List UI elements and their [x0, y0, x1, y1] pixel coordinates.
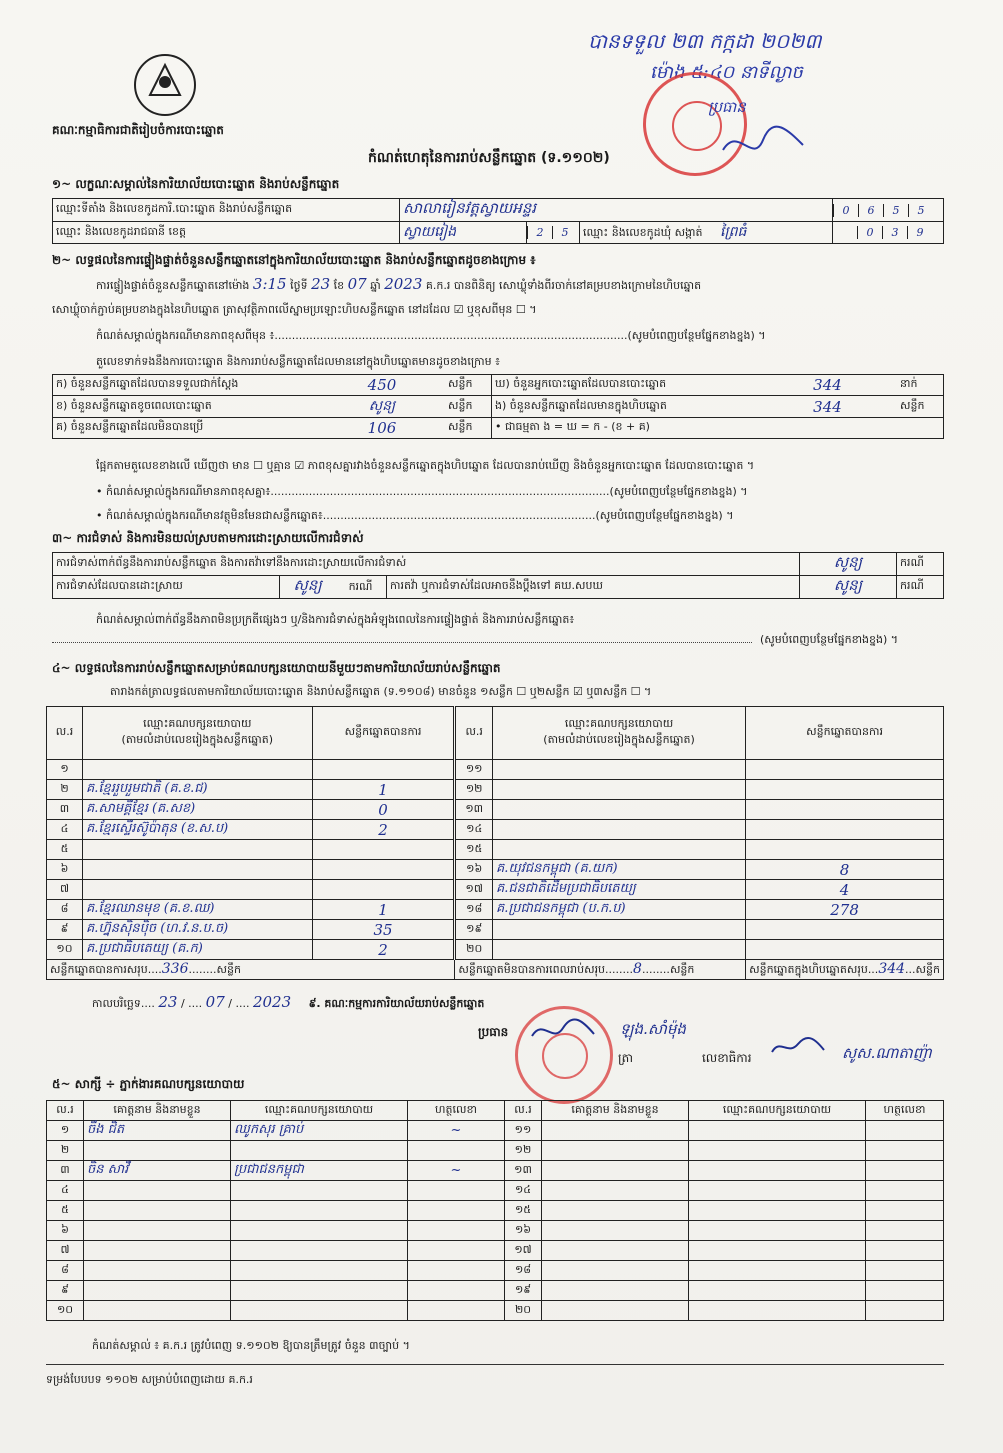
witness-name: [84, 1201, 231, 1221]
table-row: [47, 1221, 944, 1241]
received-sign: ប្រធាន: [708, 98, 746, 116]
s2-row-value: សូន្យ: [319, 396, 445, 418]
row-number: ៥: [47, 1201, 84, 1221]
total-invalid-value: 8: [633, 960, 642, 977]
witness-party: [689, 1141, 866, 1161]
row-number: ២: [47, 1141, 84, 1161]
witness-name: [84, 1241, 231, 1261]
witness-party: [689, 1201, 866, 1221]
col-header-party-text: ឈ្មោះគណបក្សនយោបាយ: [564, 717, 674, 730]
col-header-party: ឈ្មោះគណបក្សនយោបាយ: [689, 1101, 866, 1121]
witness-signature: [866, 1261, 944, 1281]
table-row: [47, 880, 944, 900]
table-row: [47, 1301, 944, 1321]
row-number: ១៩: [505, 1281, 542, 1301]
witness-name: [542, 1221, 689, 1241]
party-name: គ.សាមគ្គីខ្មែរ (គ.សខ): [82, 800, 312, 820]
row-number: ៤: [47, 820, 83, 840]
party-name: [492, 920, 745, 940]
received-note-line1: បានទទួល ២៣ កក្កដា ២០២៣: [588, 29, 822, 53]
table-row: [47, 1161, 944, 1181]
s2-line1: [96, 276, 701, 294]
s2-line1-text-b: ថ្ងៃទី: [290, 279, 308, 292]
witness-signature: [866, 1221, 944, 1241]
s4-total-box: សន្លឹកឆ្នោតក្នុងហិបឆ្នោតសរុប...344...សន្លឹក: [746, 960, 944, 980]
row-number: ៩: [47, 1281, 84, 1301]
party-name: [492, 940, 745, 960]
witness-party: [689, 1261, 866, 1281]
s3-r2-value: [280, 576, 387, 599]
row-number: ១៥: [505, 1201, 542, 1221]
s2-line6: • កំណត់សម្គាល់ក្នុងករណីមានភាពខុសគ្នា៖.................................................................................................(សូមបំពេញបន្ថែមផ្នែកខាងខ្នង) ។: [96, 485, 748, 498]
party-name: គ.ហ្វ៊ុនស៊ិនប៉ិច (ហ.វ.ន.ប.ច): [82, 920, 312, 940]
table-row: [47, 1241, 944, 1261]
date-day: 23: [158, 993, 178, 1011]
witness-signature: [866, 1281, 944, 1301]
witness-name: ចិន សាវី: [84, 1161, 231, 1181]
row-number: ១០: [47, 940, 83, 960]
total-valid-value: 336: [161, 960, 189, 977]
s2-month: 07: [347, 275, 367, 293]
seal-mark: ត្រា: [618, 1051, 633, 1065]
row-number: ២០: [505, 1301, 542, 1321]
table-row: [47, 1121, 944, 1141]
s2-line5: ផ្អែកតាមតួលេខខាងលើ ឃើញថា មាន ☐ ឬគ្មាន ☑ ភាពខុសគ្នារវាងចំនួនសន្លឹកឆ្នោតក្នុងហិបឆ្នោត ដែលបានរាប់ឃើញ និងចំនួនអ្នកបោះឆ្នោត ដែលបានបោះឆ្នោត ។: [96, 459, 755, 472]
party-name: គ.ខ្មែរស្ទើរស៊ូប៉ាតុន (ខ.ស.ប): [82, 820, 312, 840]
row-number: ១៦: [505, 1221, 542, 1241]
row-number: ៤: [47, 1181, 84, 1201]
col-header-signature: ហត្ថលេខា: [866, 1101, 944, 1121]
row-number: ១៦: [455, 860, 493, 880]
witness-signature: [408, 1281, 505, 1301]
col-header-votes: សន្លឹកឆ្នោតបានការ: [746, 707, 944, 760]
party-name: [492, 820, 745, 840]
vote-count: 2: [312, 820, 455, 840]
s3-r2-unit: ករណី: [348, 580, 373, 593]
table-row: [47, 1201, 944, 1221]
witness-name: [542, 1241, 689, 1261]
vote-count: [312, 880, 455, 900]
commune-value: ព្រៃធំ: [720, 224, 747, 240]
witness-name: [542, 1121, 689, 1141]
s2-row-unit: សន្លឹក: [445, 396, 492, 418]
table-row: [47, 1141, 944, 1161]
witness-name: [84, 1301, 231, 1321]
row-number: ១៤: [505, 1181, 542, 1201]
witness-signature: ~: [408, 1161, 505, 1181]
s2-line1-text-c: ខែ: [333, 279, 345, 292]
table-row: [47, 1181, 944, 1201]
s2-formula: • ជាធម្មតា ង = ឃ = ក - (ខ + គ): [492, 418, 944, 439]
witness-signature: [866, 1141, 944, 1161]
col-header-no: ល.រ: [47, 707, 83, 760]
row-number: ១១: [455, 760, 493, 780]
s3-r2-label: ការជំទាស់ដែលបានដោះស្រាយ: [53, 576, 280, 599]
vote-count: 35: [312, 920, 455, 940]
table-row: [47, 1261, 944, 1281]
witness-name: [84, 1281, 231, 1301]
table-row: [47, 860, 944, 880]
s1-row1-code: [833, 199, 944, 222]
row-number: ២: [47, 780, 83, 800]
form-title: កំណត់ហេតុនៃការរាប់សន្លឹកឆ្នោត (ទ.១១០២): [368, 150, 610, 166]
s3-r2-value2: សូន្យ: [800, 576, 897, 599]
total-unit: សន្លឹក: [669, 962, 695, 976]
witness-signature: [866, 1241, 944, 1261]
vote-count: [746, 800, 944, 820]
vote-count: [312, 760, 455, 780]
witness-name: [542, 1181, 689, 1201]
row-number: ៨: [47, 900, 83, 920]
received-note-line2: ម៉ោង ៥:៤០ នាទីល្ងាច: [650, 62, 803, 83]
secretary-name: សូស.ណាតាញ៉ា: [842, 1044, 932, 1062]
row-number: ១: [47, 760, 83, 780]
total-valid-label: សន្លឹកឆ្នោតបានការសរុប: [50, 962, 148, 976]
date-year: 2023: [252, 993, 292, 1011]
witness-name: ចឹង ជិត: [84, 1121, 231, 1141]
s3-note2: (សូមបំពេញបន្ថែមផ្នែកខាងខ្នង) ។: [760, 633, 899, 646]
row-number: ៦: [47, 860, 83, 880]
s1-row2-code2: [833, 222, 944, 244]
witness-party: [689, 1161, 866, 1181]
total-box-value: 344: [878, 960, 906, 977]
party-name: [492, 780, 745, 800]
witness-party: ប្រជាជនកម្ពុជា: [231, 1161, 408, 1181]
party-name: [492, 760, 745, 780]
code-digit: 9: [907, 226, 932, 239]
s4-total-invalid: សន្លឹកឆ្នោតមិនបានការពេលរាប់សរុប........8........សន្លឹក: [455, 960, 746, 980]
code-digit: 5: [908, 204, 933, 217]
s4-results-table: [46, 706, 944, 980]
vote-count: [746, 820, 944, 840]
witness-signature: [408, 1241, 505, 1261]
s2-row-unit: សន្លឹក: [445, 375, 492, 396]
vote-count: 1: [312, 780, 455, 800]
vote-count: 0: [312, 800, 455, 820]
s2-day: 23: [311, 275, 331, 293]
chair-label: ប្រធាន: [478, 1025, 509, 1039]
party-name: គ.ប្រជាជនកម្ពុជា (ប.ក.ប): [492, 900, 745, 920]
secretary-signature: [768, 1034, 828, 1060]
witness-party: [231, 1141, 408, 1161]
col-header-no: ល.រ: [505, 1101, 542, 1121]
section4-heading: ៤~ លទ្ធផលនៃការរាប់សន្លឹកឆ្នោតសម្រាប់គណបក្សនយោបាយនីមួយៗតាមការិយាល័យរាប់សន្លឹកឆ្នោត: [52, 661, 501, 675]
s2-row-value: 450: [319, 375, 445, 396]
section5-heading: ៥~ សាក្សី ÷ ភ្នាក់ងារគណបក្សនយោបាយ: [52, 1077, 245, 1091]
table-row: [47, 780, 944, 800]
secretary-label: លេខាធិការ: [702, 1051, 752, 1065]
date-month: 07: [205, 993, 225, 1011]
row-number: ១៧: [505, 1241, 542, 1261]
witness-party: [689, 1281, 866, 1301]
row-number: ៨: [47, 1261, 84, 1281]
s1-row2-value: ស្វាយរៀង: [400, 222, 527, 244]
s1-row2-label: ឈ្មោះ និងលេខកូដរាជធានី ខេត្ត: [53, 222, 400, 244]
witness-name: [542, 1161, 689, 1181]
s2-time: 3:15: [252, 275, 287, 293]
s3-note: កំណត់សម្គាល់ពាក់ព័ន្ធនឹងភាពមិនប្រក្រតីផ្សេងៗ ឬ/និងការជំទាស់ក្នុងអំឡុងពេលនៃការផ្ទៀងផ្ទាត់ និងការរាប់សន្លឹកឆ្នោត៖: [96, 613, 575, 626]
s2-row-label: ឃ) ចំនួនអ្នកបោះឆ្នោតដែលបានបោះឆ្នោត: [492, 375, 759, 396]
witness-signature: [408, 1261, 505, 1281]
signature-top: [718, 120, 808, 170]
s3-r1-label: ការជំទាស់ពាក់ព័ន្ធនឹងការរាប់សន្លឹកឆ្នោត និងការតវ៉ាទៅនឹងការដោះស្រាយលើការជំទាស់: [53, 553, 800, 576]
row-number: ៣: [47, 800, 83, 820]
table-row: [47, 760, 944, 780]
s2-figures-row: [53, 418, 944, 439]
witness-signature: ~: [408, 1121, 505, 1141]
s5-witness-table: [46, 1100, 944, 1321]
row-number: ៣: [47, 1161, 84, 1181]
witness-party: [689, 1121, 866, 1141]
vote-count: [746, 840, 944, 860]
row-number: ១៧: [455, 880, 493, 900]
witness-signature: [408, 1181, 505, 1201]
col-header-name: គោត្តនាម និងនាមខ្លួន: [84, 1101, 231, 1121]
s2-figures-row: [53, 396, 944, 418]
witness-signature: [408, 1141, 505, 1161]
s3-r1-unit: ករណី: [897, 553, 944, 576]
witness-party: [231, 1221, 408, 1241]
witness-party: [231, 1241, 408, 1261]
table-row: [47, 840, 944, 860]
witness-signature: [408, 1221, 505, 1241]
form-footer: ទម្រង់បែបបទ ១១០២ សម្រាប់បំពេញដោយ គ.ក.រ: [46, 1373, 253, 1386]
s2-line1-text-e: គ.ក.រ បានពិនិត្យ សោឃ្លុំទាំងពីរចាក់នៅគម្របខាងក្រោមនៃហិបឆ្នោត: [425, 279, 702, 292]
witness-signature: [866, 1121, 944, 1141]
col-header-signature: ហត្ថលេខា: [408, 1101, 505, 1121]
row-number: ១១: [505, 1121, 542, 1141]
party-name: គ.ជនជាតិដើមប្រជាធិបតេយ្យ: [492, 880, 745, 900]
s4-total-valid: សន្លឹកឆ្នោតបានការសរុប....336........សន្លឹក: [47, 960, 455, 980]
row-number: ១៩: [455, 920, 493, 940]
row-number: ១០: [47, 1301, 84, 1321]
witness-signature: [866, 1181, 944, 1201]
witness-name: [84, 1141, 231, 1161]
vote-count: 4: [746, 880, 944, 900]
s2-figures-row: [53, 375, 944, 396]
s2-line1-text-d: ឆ្នាំ: [370, 279, 381, 292]
s2-row-unit: សន្លឹក: [897, 396, 944, 418]
s3-r2-unit2: ករណី: [897, 576, 944, 599]
s1-row2-code: [527, 222, 580, 244]
witness-party: [689, 1301, 866, 1321]
col-header-party-sub: (តាមលំដាប់លេខរៀងក្នុងសន្លឹកឆ្នោត): [121, 733, 274, 746]
section2-heading: ២~ លទ្ធផលនៃការផ្ទៀងផ្ទាត់ចំនួនសន្លឹកឆ្នោតនៅក្នុងការិយាល័យបោះឆ្នោត និងរាប់សន្លឹកឆ្នោតដូចខាងក្រោម ៖: [52, 253, 536, 267]
table-row: [47, 920, 944, 940]
vote-count: 1: [312, 900, 455, 920]
s5-rows: [47, 1121, 944, 1321]
code-digit: 5: [552, 226, 577, 239]
table-row: [47, 940, 944, 960]
s3-table: [52, 552, 944, 599]
witness-name: [542, 1141, 689, 1161]
witness-name: [542, 1261, 689, 1281]
row-number: ១: [47, 1121, 84, 1141]
code-digit: 6: [858, 204, 883, 217]
code-digit: 2: [527, 226, 552, 239]
witness-party: [231, 1201, 408, 1221]
total-unit: សន្លឹក: [216, 962, 241, 976]
row-number: ១២: [505, 1141, 542, 1161]
vote-count: 278: [746, 900, 944, 920]
witness-party: [231, 1301, 408, 1321]
chair-signature: [528, 1016, 598, 1046]
s2-row-value: 106: [319, 418, 445, 439]
witness-signature: [408, 1301, 505, 1321]
party-name: គ.យុវជនកម្ពុជា (គ.យក): [492, 860, 745, 880]
committee-label: ៩. គណៈកម្មការការិយាល័យរាប់សន្លឹកឆ្នោត: [308, 997, 485, 1010]
party-name: [82, 840, 312, 860]
s2-row-unit: សន្លឹក: [445, 418, 492, 439]
row-number: ១៥: [455, 840, 493, 860]
row-number: ៥: [47, 840, 83, 860]
witness-party: [689, 1181, 866, 1201]
org-name: គណៈកម្មាធិការជាតិរៀបចំការបោះឆ្នោត: [52, 123, 224, 137]
total-unit: សន្លឹក: [915, 962, 940, 976]
witness-name: [542, 1201, 689, 1221]
row-number: ៦: [47, 1221, 84, 1241]
s3-note-line: [52, 642, 752, 643]
code-digit: 3: [882, 226, 907, 239]
col-header-party-sub: (តាមលំដាប់លេខរៀងក្នុងសន្លឹកឆ្នោត): [543, 733, 695, 746]
s1-row2-label2: [580, 222, 833, 244]
s2-line7: • កំណត់សម្គាល់ក្នុងករណីមានវត្ថុមិនមែនជាសន្លឹកឆ្នោត៖..............................................................................(សូមបំពេញបន្ថែមផ្នែកខាងខ្នង) ។: [96, 509, 734, 522]
row-number: ១៣: [455, 800, 493, 820]
section1-table: [52, 198, 944, 244]
s2-line3: កំណត់សម្គាល់ក្នុងករណីមានភាពខុសពីមុន ៖.....................................................................................................(សូមបំពេញបន្ថែមផ្នែកខាងខ្នង) ។: [96, 329, 766, 342]
total-invalid-label: សន្លឹកឆ្នោតមិនបានការពេលរាប់សរុប: [458, 962, 606, 976]
s4-date: កាលបរិច្ឆេទ.... 23 / .... 07 / .... 2023 ៩. គណៈកម្មការការិយាល័យរាប់សន្លឹកឆ្នោត: [92, 993, 485, 1011]
row-number: ២០: [455, 940, 493, 960]
s2-row-label: គ) ចំនួនសន្លឹកឆ្នោតដែលមិនបានប្រើ: [53, 418, 320, 439]
witness-signature: [408, 1201, 505, 1221]
s2-row-label: ង) ចំនួនសន្លឹកឆ្នោតដែលមានក្នុងហិបឆ្នោត: [492, 396, 759, 418]
row-number: ១៨: [455, 900, 493, 920]
row-number: ១៤: [455, 820, 493, 840]
col-header-no: ល.រ: [47, 1101, 84, 1121]
witness-party: [231, 1281, 408, 1301]
party-name: [492, 840, 745, 860]
s2-line4: តួលេខទាក់ទងនឹងការបោះឆ្នោត និងការរាប់សន្លឹកឆ្នោតដែលមាននៅក្នុងហិបឆ្នោតមានដូចខាងក្រោម ៖: [96, 355, 500, 368]
party-name: គ.ខ្មែររួបរួមជាតិ (គ.ខ.ជ): [82, 780, 312, 800]
party-name: គ.ខ្មែរឈានមុខ (គ.ខ.ឈ): [82, 900, 312, 920]
row-number: ៧: [47, 1241, 84, 1261]
row-number: ៩: [47, 920, 83, 940]
witness-signature: [866, 1201, 944, 1221]
col-header-party: [492, 707, 745, 760]
s2-figures-table: [52, 374, 944, 439]
col-header-party: [82, 707, 312, 760]
s5-footnote: កំណត់សម្គាល់ ៖ គ.ក.រ ត្រូវបំពេញ ទ.១១០២ ឱ្យបានត្រឹមត្រូវ ចំនួន ៣ច្បាប់ ។: [92, 1339, 410, 1352]
s1-row1-label: ឈ្មោះទីតាំង និងលេខកូដការិ.បោះឆ្នោត និងរាប់សន្លឹកឆ្នោត: [53, 199, 400, 222]
row-number: ១៣: [505, 1161, 542, 1181]
witness-name: [542, 1301, 689, 1321]
s2-row-unit: នាក់: [897, 375, 944, 396]
table-row: [47, 820, 944, 840]
witness-name: [542, 1281, 689, 1301]
total-box-label: សន្លឹកឆ្នោតក្នុងហិបឆ្នោតសរុប: [749, 962, 868, 976]
s2-line1-text-a: ការផ្ទៀងផ្ទាត់ចំនួនសន្លឹកឆ្នោតនៅម៉ោង: [96, 279, 250, 292]
s3-r2-value-text: សូន្យ: [293, 576, 322, 594]
col-header-votes: សន្លឹកឆ្នោតបានការ: [312, 707, 455, 760]
footer-rule: [46, 1364, 944, 1365]
section1-heading: ១~ លក្ខណៈសម្គាល់នៃការិយាល័យបោះឆ្នោត និងរាប់សន្លឹកឆ្នោត: [52, 177, 340, 191]
witness-party: [689, 1221, 866, 1241]
vote-count: [746, 940, 944, 960]
vote-count: [746, 760, 944, 780]
s2-line2: សោឃ្លុំចាក់ភ្ជាប់គម្របខាងក្នុងនៃហិបឆ្នោត ត្រាសុវត្ថិភាពលើស្នាមប្រឡោះហិបសន្លឹកឆ្នោត នៅដដែល ☑ ឬខុសពីមុន ☐ ។: [52, 303, 537, 316]
witness-party: [689, 1241, 866, 1261]
row-number: ១២: [455, 780, 493, 800]
table-row: [47, 800, 944, 820]
row-number: ១៨: [505, 1261, 542, 1281]
s2-row-label: ខ) ចំនួនសន្លឹកឆ្នោតខូចពេលបោះឆ្នោត: [53, 396, 320, 418]
code-digit: 0: [857, 226, 882, 239]
party-name: [82, 880, 312, 900]
witness-signature: [866, 1161, 944, 1181]
col-header-party: ឈ្មោះគណបក្សនយោបាយ: [231, 1101, 408, 1121]
date-label: កាលបរិច្ឆេទ: [92, 997, 141, 1010]
witness-party: [231, 1181, 408, 1201]
party-name: [82, 860, 312, 880]
vote-count: 2: [312, 940, 455, 960]
witness-party: ឈូកសុរ គ្រាប់: [231, 1121, 408, 1141]
witness-party: [231, 1261, 408, 1281]
row-number: ៧: [47, 880, 83, 900]
s3-r1-value: សូន្យ: [800, 553, 897, 576]
vote-count: [312, 840, 455, 860]
witness-name: [84, 1221, 231, 1241]
s2-row-value: 344: [758, 375, 897, 396]
s4-intro: តារាងកត់ត្រាលទ្ធផលតាមការិយាល័យបោះឆ្នោត និងរាប់សន្លឹកឆ្នោត (ទ.១១០៨) មានចំនួន ១សន្លឹក ☐ ឬ២សន្លឹក ☑ ឬ៣សន្លឹក ☐ ។: [110, 685, 652, 698]
witness-signature: [866, 1301, 944, 1321]
vote-count: 8: [746, 860, 944, 880]
vote-count: [746, 780, 944, 800]
chair-name: ឡុង.សាំម៉ុង: [620, 1020, 686, 1038]
code-digit: 5: [883, 204, 908, 217]
s2-year: 2023: [384, 275, 423, 293]
col-header-name: គោត្តនាម និងនាមខ្លួន: [542, 1101, 689, 1121]
s2-row-label: ក) ចំនួនសន្លឹកឆ្នោតដែលបានទទួលជាក់ស្តែង: [53, 375, 320, 396]
s1-row1-value: សាលារៀនវត្តស្វាយអន្ទរ: [400, 199, 833, 222]
witness-name: [84, 1181, 231, 1201]
vote-count: [746, 920, 944, 940]
nec-emblem: [130, 50, 200, 120]
col-header-no: ល.រ: [455, 707, 493, 760]
s3-r2-label2: ការតវ៉ា ឬការជំទាស់ដែលអាចនឹងប្ដឹងទៅ គឃ.សបឃ: [387, 576, 800, 599]
witness-name: [84, 1261, 231, 1281]
table-row: [47, 1281, 944, 1301]
party-name: [82, 760, 312, 780]
s2-row-value: 344: [758, 396, 897, 418]
section3-heading: ៣~ ការជំទាស់ និងការមិនយល់ស្របតាមការដោះស្រាយលើការជំទាស់: [52, 531, 364, 545]
col-header-party-text: ឈ្មោះគណបក្សនយោបាយ: [143, 717, 252, 730]
code-digit: 0: [833, 204, 858, 217]
party-name: គ.ប្រជាធិបតេយ្យ (គ.ក): [82, 940, 312, 960]
commune-label: ឈ្មោះ និងលេខកូដឃុំ សង្កាត់: [583, 226, 703, 239]
party-name: [492, 800, 745, 820]
table-row: [47, 900, 944, 920]
s4-rows: [47, 760, 944, 960]
vote-count: [312, 860, 455, 880]
